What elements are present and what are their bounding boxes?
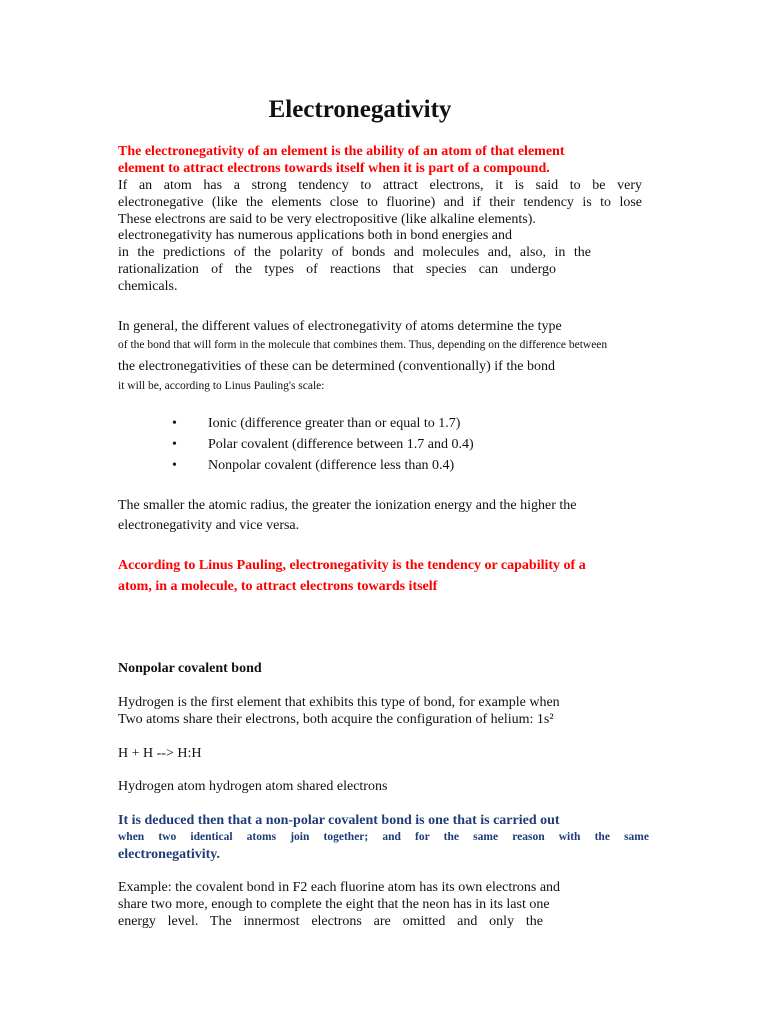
- bullet-marker: •: [172, 416, 177, 431]
- radius-line-1: The smaller the atomic radius, the greater the ionization energy and the higher the: [118, 498, 577, 513]
- deduced-line-1: It is deduced then that a non-polar covalent bond is one that is carried out: [118, 813, 560, 828]
- intro-line-1: If an atom has a strong tendency to attract electrons, it is said to be very: [118, 178, 642, 193]
- definition-line-2: element to attract electrons towards itself when it is part of a compound.: [118, 161, 550, 176]
- intro-line-5: in the predictions of the polarity of bonds and molecules and, also, in the: [118, 245, 591, 260]
- deduced-line-2: when two identical atoms join together; and for the same reason with the same: [118, 831, 649, 843]
- intro-line-2: electronegative (like the elements close to fluorine) and if their tendency is to lose: [118, 195, 642, 210]
- shared-caption: Hydrogen atom hydrogen atom shared electrons: [118, 779, 388, 794]
- intro-line-6: rationalization of the types of reactions that species can undergo: [118, 262, 556, 277]
- pauling-line-2: atom, in a molecule, to attract electrons towards itself: [118, 579, 438, 594]
- page-title: Electronegativity: [268, 96, 452, 123]
- example-line-2: share two more, enough to complete the eight that the neon has in its last one: [118, 897, 550, 912]
- intro-line-4: electronegativity has numerous applications both in bond energies and: [118, 228, 512, 243]
- intro-line-3: These electrons are said to be very electropositive (like alkaline elements).: [118, 212, 536, 227]
- bullet-marker: •: [172, 458, 177, 473]
- general-line-2: of the bond that will form in the molecule that combines them. Thus, depending on the difference between: [118, 339, 608, 351]
- pauling-line-1: According to Linus Pauling, electronegativity is the tendency or capability of a: [118, 558, 586, 573]
- general-line-4: it will be, according to Linus Pauling's scale:: [118, 380, 325, 392]
- definition-line-1: The electronegativity of an element is the ability of an atom of that element: [118, 144, 565, 159]
- bullet-nonpolar-covalent: Nonpolar covalent (difference less than 0.4): [208, 458, 455, 473]
- example-line-3: energy level. The innermost electrons are omitted and only the: [118, 914, 543, 929]
- bullet-ionic: Ionic (difference greater than or equal to 1.7): [208, 416, 461, 431]
- hydrogen-line-2: Two atoms share their electrons, both acquire the configuration of helium: 1s²: [118, 712, 554, 727]
- general-line-3: the electronegativities of these can be determined (conventionally) if the bond: [118, 359, 555, 374]
- example-line-1: Example: the covalent bond in F2 each fluorine atom has its own electrons and: [118, 880, 561, 895]
- bullet-marker: •: [172, 437, 177, 452]
- radius-line-2: electronegativity and vice versa.: [118, 518, 300, 533]
- equation: H + H --> H:H: [118, 746, 202, 761]
- bullet-polar-covalent: Polar covalent (difference between 1.7 and 0.4): [208, 437, 474, 452]
- intro-line-7: chemicals.: [118, 279, 178, 294]
- section-heading: Nonpolar covalent bond: [118, 661, 262, 676]
- deduced-line-3: electronegativity.: [118, 847, 220, 862]
- general-line-1: In general, the different values of electronegativity of atoms determine the type: [118, 319, 562, 334]
- hydrogen-line-1: Hydrogen is the first element that exhibits this type of bond, for example when: [118, 695, 560, 710]
